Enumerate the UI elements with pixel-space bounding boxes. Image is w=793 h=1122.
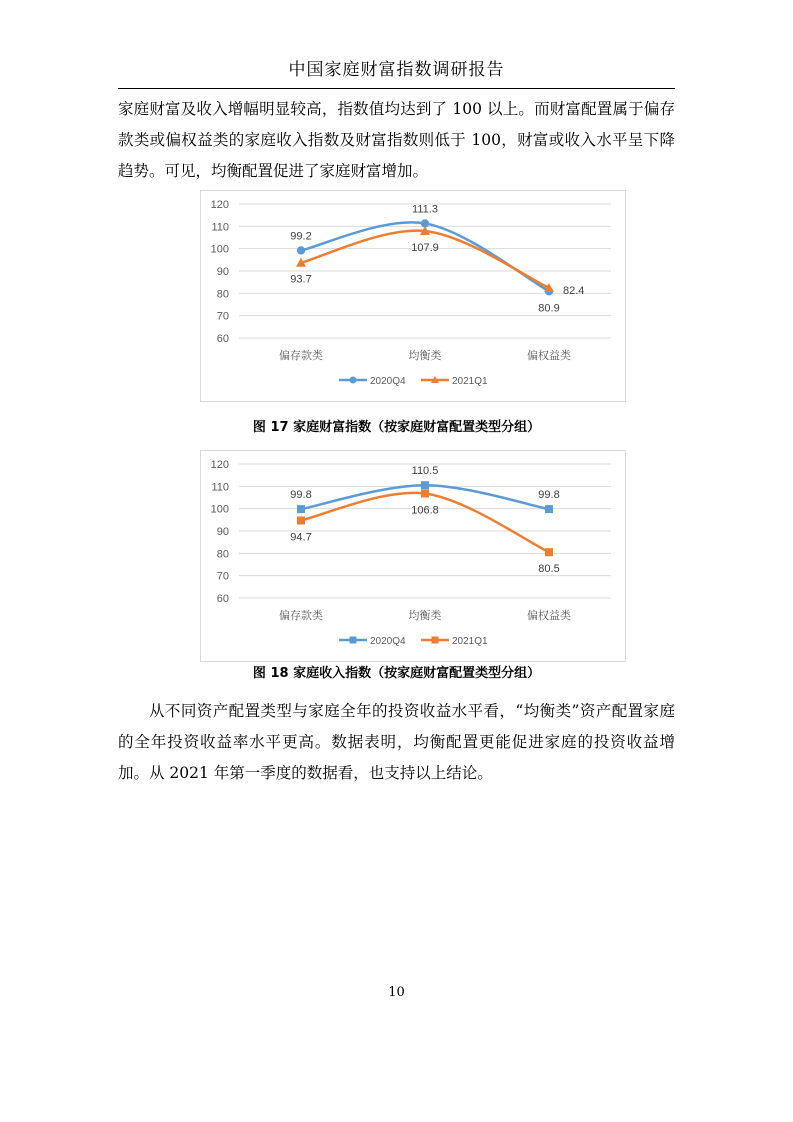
data-point — [545, 548, 553, 556]
x-tick-label: 偏权益类 — [527, 609, 571, 622]
x-tick-label: 偏权益类 — [527, 349, 571, 362]
data-label: 106.8 — [411, 504, 439, 517]
data-label: 111.3 — [412, 203, 438, 216]
data-label: 99.2 — [290, 230, 312, 243]
figure-17-caption: 图 17 家庭财富指数（按家庭财富配置类型分组） — [252, 420, 541, 435]
paragraph-2: 从不同资产配置类型与家庭全年的投资收益水平看，“均衡类”资产配置家庭的全年投资收益率水平更高。数据表明，均衡配置更能促进家庭的投资收益增加。从 2021 年第一季度的数据看，也支持以上结论。 — [118, 702, 675, 782]
data-point — [297, 517, 305, 525]
y-tick-label: 90 — [216, 266, 229, 278]
series-line — [301, 493, 549, 552]
x-tick-label: 偏存款类 — [279, 609, 323, 622]
data-label: 107.9 — [411, 242, 439, 255]
header-rule — [118, 88, 675, 89]
y-tick-label: 100 — [210, 503, 229, 516]
y-tick-label: 70 — [216, 570, 229, 583]
data-label: 99.8 — [290, 489, 312, 502]
figure-18-caption: 图 18 家庭收入指数（按家庭财富配置类型分组） — [252, 666, 541, 681]
data-point — [421, 481, 429, 489]
x-tick-label: 偏存款类 — [279, 349, 323, 362]
paragraph-1: 家庭财富及收入增幅明显较高，指数值均达到了 100 以上。而财富配置属于偏存款类或偏权益类的家庭收入指数及财富指数则低于 100，财富或收入水平呈下降趋势。可见，均衡配置促进了家庭财富增加。 — [118, 100, 675, 180]
income-index-chart — [200, 450, 626, 662]
data-label: 82.4 — [563, 284, 585, 297]
wealth-index-chart — [200, 190, 626, 402]
legend-label: 2021Q1 — [452, 636, 488, 647]
legend-label: 2020Q4 — [370, 636, 406, 647]
x-tick-label: 均衡类 — [408, 609, 442, 622]
y-tick-label: 90 — [216, 526, 229, 538]
y-tick-label: 70 — [216, 310, 229, 323]
y-tick-label: 60 — [216, 593, 229, 605]
y-tick-label: 100 — [210, 243, 229, 256]
data-label: 110.5 — [411, 465, 439, 478]
data-point — [297, 505, 305, 513]
wealth-index-chart-svg — [201, 191, 625, 401]
data-label: 94.7 — [290, 531, 312, 544]
y-tick-label: 80 — [216, 548, 229, 561]
legend-label: 2021Q1 — [452, 376, 488, 387]
data-point — [545, 505, 553, 513]
legend-marker — [350, 377, 357, 384]
page-number: 10 — [388, 985, 405, 1000]
data-point — [297, 246, 305, 254]
data-label: 93.7 — [290, 273, 312, 286]
legend-marker — [350, 637, 357, 644]
y-tick-label: 120 — [210, 459, 229, 471]
y-tick-label: 110 — [211, 221, 229, 234]
y-tick-label: 80 — [216, 288, 229, 301]
y-tick-label: 60 — [216, 333, 229, 345]
income-index-chart-svg — [201, 451, 625, 661]
data-label: 99.8 — [538, 489, 560, 502]
y-tick-label: 110 — [211, 481, 229, 494]
data-label: 80.5 — [538, 563, 560, 576]
running-header: 中国家庭财富指数调研报告 — [288, 60, 505, 80]
x-tick-label: 均衡类 — [408, 349, 442, 362]
legend-marker — [432, 637, 439, 644]
data-label: 80.9 — [538, 302, 560, 315]
legend-label: 2020Q4 — [370, 376, 406, 387]
y-tick-label: 120 — [210, 199, 229, 211]
data-point — [421, 489, 429, 497]
